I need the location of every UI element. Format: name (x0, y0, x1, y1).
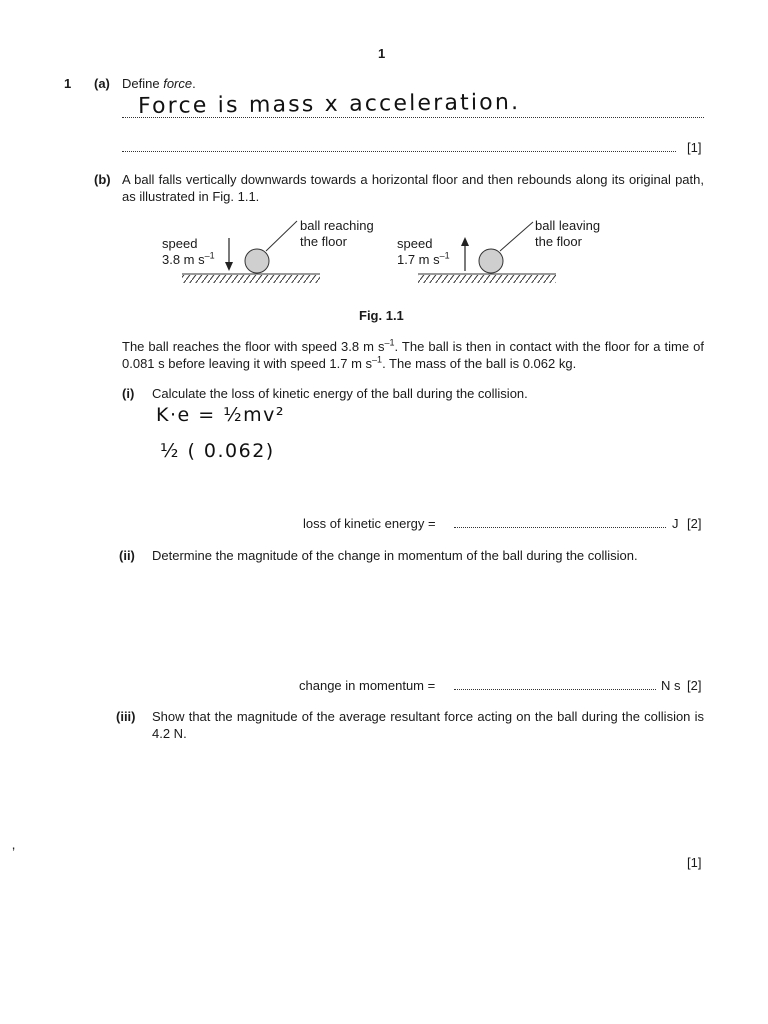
part-i-label: (i) (122, 386, 135, 401)
part-iii-prompt: Show that the magnitude of the average resultant force acting on the ball during the collision is 4.2 N. (152, 709, 704, 741)
part-a-prompt: Define force. (122, 76, 196, 91)
part-i-prompt: Calculate the loss of kinetic energy of the ball during the collision. (152, 386, 528, 401)
handwritten-working-1: K·e = ½mv² (156, 404, 285, 426)
unit-ii: N s (661, 678, 681, 693)
speed-label-left: speed (162, 236, 198, 251)
part-b-label: (b) (94, 172, 111, 187)
ball-leaving (479, 249, 503, 273)
context-paragraph: The ball reaches the floor with speed 3.8 m $s^{-1}$. The ball is then in contact with the floor for a time of 0.081 s before leaving it with speed 1.7 m $s^{-1}$. The mass of the ball is 0.062 kg. (122, 337, 704, 371)
handwritten-answer-a: Force is mass x acceleration. (137, 89, 521, 120)
answer-line-i[interactable] (454, 527, 666, 528)
marks-ii: [2] (687, 678, 702, 693)
marks-a: [1] (687, 140, 702, 155)
label-ball-leaving-1: ball leaving (535, 218, 601, 233)
speed-label-right: speed (397, 236, 433, 251)
ball-reaching (245, 249, 269, 273)
stray-mark: ’ (12, 844, 16, 860)
answer-label-ii: change in momentum = (299, 678, 436, 693)
label-ball-reaching-2: the floor (300, 234, 347, 249)
floor-hatching-right (418, 275, 556, 283)
speed-value-right: 1.7 m $s^{-1}$ (397, 250, 450, 267)
page-number: 1 (378, 46, 386, 61)
marks-iii: [1] (687, 855, 702, 870)
part-ii-label: (ii) (119, 548, 135, 563)
answer-line-ii[interactable] (454, 689, 656, 690)
leader-line-left (266, 221, 297, 251)
speed-value-left: 3.8 m $s^{-1}$ (162, 250, 215, 267)
question-number: 1 (64, 76, 72, 91)
figure-caption: Fig. 1.1 (359, 308, 404, 323)
leader-line-right (500, 222, 533, 251)
part-ii-prompt: Determine the magnitude of the change in momentum of the ball during the collision. (152, 548, 638, 563)
part-b-intro: A ball falls vertically downwards towards a horizontal floor and then rebounds along its original path, as illustrated in Fig. 1.1. (122, 172, 704, 204)
floor-hatching-left (182, 275, 320, 283)
figure-drawing (0, 0, 768, 300)
unit-i: J (672, 516, 679, 531)
part-iii-label: (iii) (116, 709, 136, 724)
handwritten-working-2: ½ ( 0.062) (160, 440, 275, 462)
answer-label-i: loss of kinetic energy = (303, 516, 436, 531)
marks-i: [2] (687, 516, 702, 531)
label-ball-reaching-1: ball reaching (300, 218, 374, 233)
label-ball-leaving-2: the floor (535, 234, 582, 249)
part-a-label: (a) (94, 76, 110, 91)
